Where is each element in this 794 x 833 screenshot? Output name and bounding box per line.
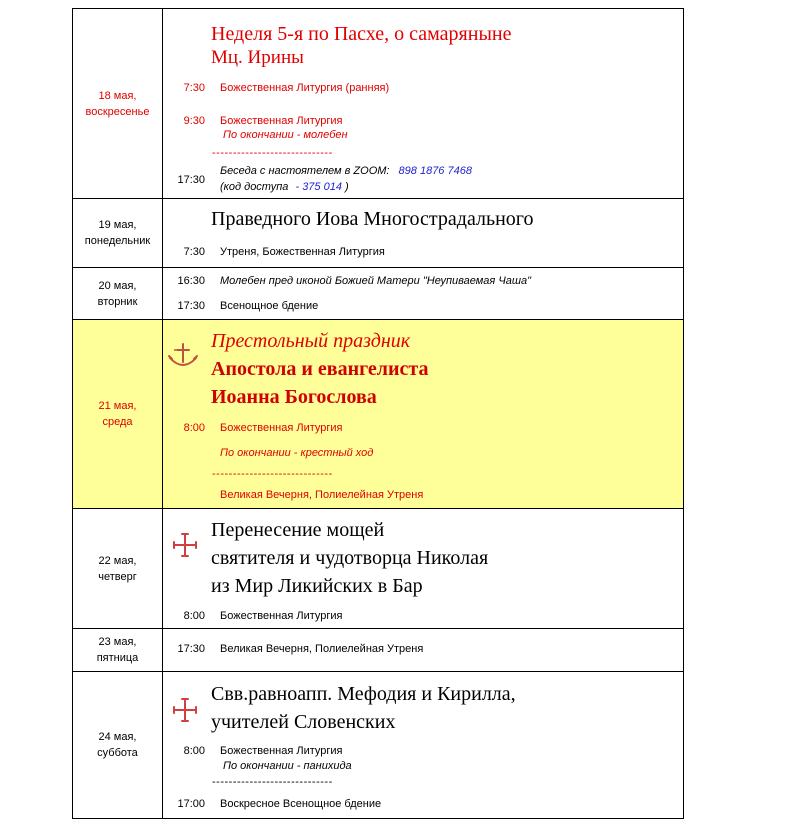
day-row-24 bbox=[72, 672, 684, 819]
date: 18 мая, bbox=[98, 89, 137, 102]
service-time: 17:00 bbox=[177, 798, 205, 810]
day-row-23 bbox=[72, 629, 684, 672]
date: 23 мая, bbox=[98, 636, 137, 648]
day-row-22 bbox=[72, 509, 684, 629]
service-name: Великая Вечерня, Полиелейная Утреня bbox=[220, 643, 424, 655]
day-row-18 bbox=[72, 9, 684, 199]
service-name: Божественная Литургия bbox=[220, 115, 343, 127]
service-name: Великая Вечерня, Полиелейная Утреня bbox=[220, 489, 424, 501]
service-time: 8:00 bbox=[183, 745, 205, 757]
weekday: среда bbox=[102, 416, 133, 428]
service-name: Утреня, Божественная Литургия bbox=[220, 246, 385, 258]
weekday: пятница bbox=[96, 652, 139, 664]
services-cell bbox=[163, 672, 683, 818]
service-time: 9:30 bbox=[183, 115, 205, 127]
service-name: Божественная Литургия bbox=[220, 610, 343, 622]
service-time: 8:00 bbox=[183, 610, 205, 622]
services-cell bbox=[163, 9, 683, 198]
zoom-code-value: - 375 014 bbox=[295, 181, 342, 193]
feast-subtitle: из Мир Ликийских в Бар bbox=[211, 575, 423, 597]
service-name: Божественная Литургия bbox=[220, 745, 343, 757]
services-cell bbox=[163, 320, 683, 508]
date-cell bbox=[73, 320, 163, 508]
service-time: 17:30 bbox=[177, 300, 205, 312]
date-cell bbox=[73, 9, 163, 198]
service-time: 17:30 bbox=[177, 174, 205, 186]
date: 21 мая, bbox=[98, 400, 137, 412]
separator: ----------------------------- bbox=[212, 147, 333, 159]
feast-subtitle: учителей Словенских bbox=[211, 711, 396, 733]
red-cross-icon bbox=[171, 696, 199, 724]
zoom-phone: 898 1876 7468 bbox=[398, 165, 472, 177]
date: 24 мая, bbox=[98, 731, 137, 743]
service-time: 7:30 bbox=[183, 246, 205, 258]
date-cell bbox=[73, 509, 163, 628]
service-name: Воскресное Всенощное бдение bbox=[220, 798, 382, 810]
service-time: 16:30 bbox=[177, 275, 205, 287]
date-cell bbox=[73, 629, 163, 671]
feast-subtitle: Апостола и евангелиста bbox=[211, 358, 429, 380]
service-name: Молебен пред иконой Божией Матери "Неупиваемая Чаша" bbox=[220, 275, 531, 287]
weekday: суббота bbox=[97, 747, 138, 759]
feast-title: Неделя 5-я по Пасхе, о самаряныне bbox=[211, 23, 512, 45]
service-time: 17:30 bbox=[177, 643, 205, 655]
feast-anchor-cross-icon bbox=[167, 342, 199, 372]
services-cell bbox=[163, 509, 683, 628]
zoom-code-label: (код доступа bbox=[220, 181, 289, 193]
date-cell bbox=[73, 672, 163, 818]
zoom-talk-label: Беседа с настоятелем в ZOOM: bbox=[220, 165, 390, 177]
service-note: По окончании - молебен bbox=[223, 129, 348, 141]
date: 19 мая, bbox=[98, 219, 137, 231]
date-cell bbox=[73, 268, 163, 319]
feast-subtitle: святителя и чудотворца Николая bbox=[211, 547, 489, 569]
red-cross-icon bbox=[171, 531, 199, 559]
zoom-code bbox=[220, 181, 349, 193]
service-note: По окончании - крестный ход bbox=[220, 447, 374, 459]
service-time: 7:30 bbox=[183, 82, 205, 94]
weekday: четверг bbox=[98, 570, 137, 583]
day-row-19 bbox=[72, 199, 684, 268]
feast-title: Престольный праздник bbox=[211, 330, 411, 352]
zoom-talk bbox=[220, 165, 472, 177]
service-name: Всенощное бдение bbox=[220, 300, 319, 312]
service-name: Божественная Литургия bbox=[220, 422, 343, 434]
separator: ----------------------------- bbox=[212, 468, 333, 480]
feast-title: Перенесение мощей bbox=[211, 519, 385, 541]
service-note: По окончании - панихида bbox=[223, 760, 352, 772]
zoom-code-close: ) bbox=[345, 181, 349, 193]
weekday: воскресенье bbox=[85, 105, 150, 118]
feast-subtitle: Иоанна Богослова bbox=[211, 386, 377, 408]
services-cell bbox=[163, 199, 683, 267]
feast-title: Праведного Иова Многострадального bbox=[211, 208, 534, 230]
weekday: вторник bbox=[97, 295, 138, 308]
date: 22 мая, bbox=[98, 554, 137, 567]
weekday: понедельник bbox=[84, 235, 151, 247]
services-cell bbox=[163, 268, 683, 319]
service-name: Божественная Литургия (ранняя) bbox=[220, 82, 390, 94]
date-cell bbox=[73, 199, 163, 267]
feast-title: Свв.равноапп. Мефодия и Кирилла, bbox=[211, 683, 516, 705]
separator: ----------------------------- bbox=[212, 776, 333, 788]
day-row-21 bbox=[72, 320, 684, 509]
service-time: 8:00 bbox=[183, 422, 205, 434]
feast-subtitle: Мц. Ирины bbox=[211, 47, 304, 68]
schedule-table bbox=[72, 8, 684, 819]
date: 20 мая, bbox=[98, 279, 137, 292]
services-cell bbox=[163, 629, 683, 671]
day-row-20 bbox=[72, 268, 684, 320]
